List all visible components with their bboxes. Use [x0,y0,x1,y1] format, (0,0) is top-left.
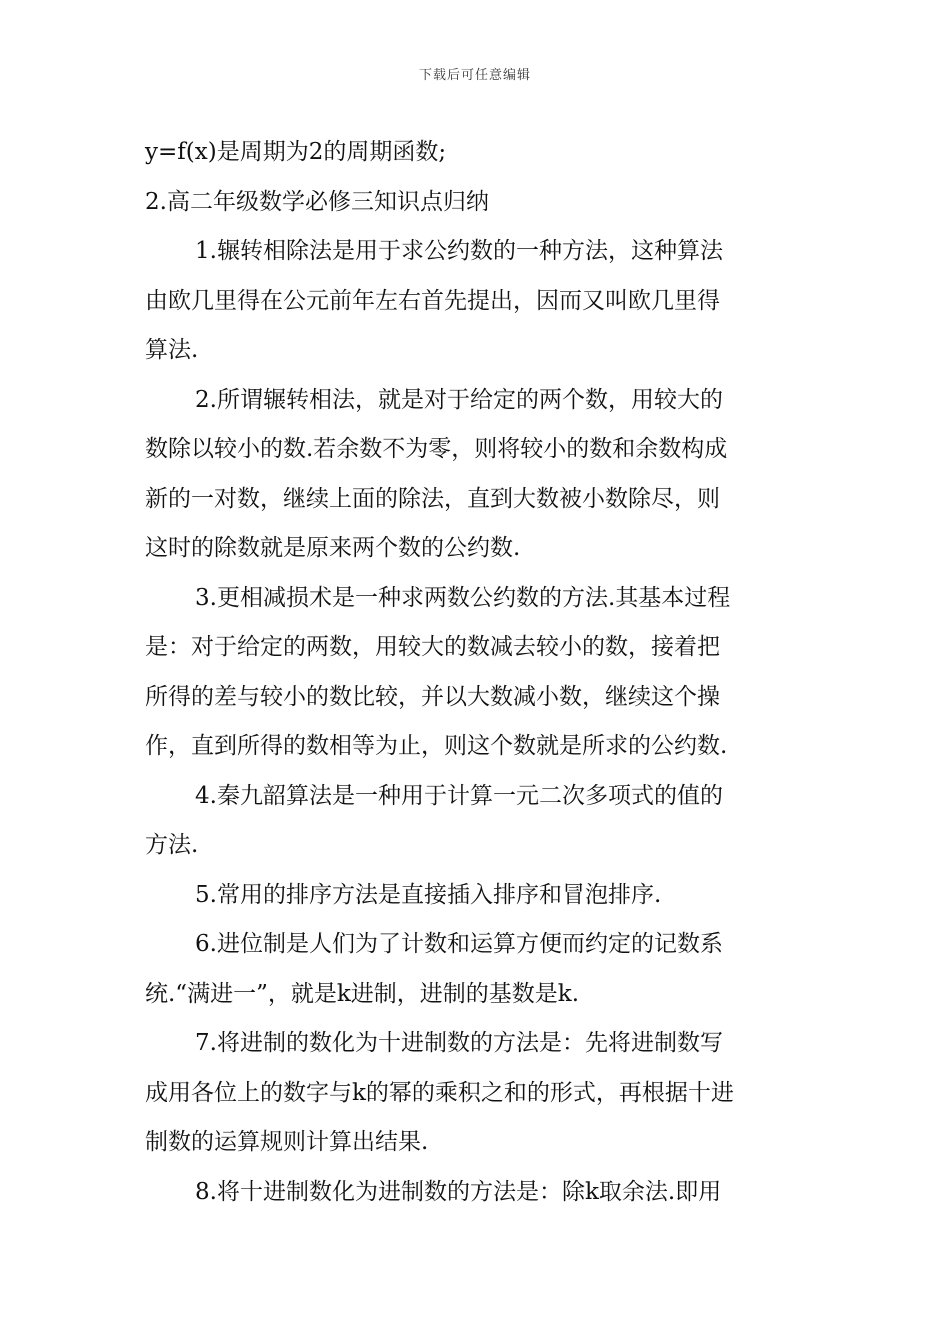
text-line: 数除以较小的数.若余数不为零，则将较小的数和余数构成 [145,436,728,462]
text-line: 1.辗转相除法是用于求公约数的一种方法，这种算法 [195,238,723,264]
text-line: 成用各位上的数字与k的幂的乘积之和的形式，再根据十进 [145,1079,734,1106]
text-line: 所得的差与较小的数比较，并以大数减小数，继续这个操 [145,683,720,710]
text-line: 由欧几里得在公元前年左右首先提出，因而又叫欧几里得 [145,287,720,314]
text-line: 方法. [145,832,199,858]
text-line: 统.“满进一”，就是k进制，进制的基数是k. [145,980,580,1007]
text-line: 算法. [145,337,199,363]
text-line: 新的一对数，继续上面的除法，直到大数被小数除尽，则 [145,485,720,512]
text-line: y=f(x)是周期为2的周期函数; [145,139,447,165]
text-line: 8.将十进制数化为进制数的方法是：除k取余法.即用 [195,1178,722,1205]
text-line: 作，直到所得的数相等为止，则这个数就是所求的公约数. [145,733,728,759]
document-body [145,128,810,1217]
text-line: 是：对于给定的两数，用较大的数减去较小的数，接着把 [145,634,720,660]
text-line: 3.更相减损术是一种求两数公约数的方法.其基本过程 [195,584,731,611]
text-line: 制数的运算规则计算出结果. [145,1129,429,1155]
text-line: 4.秦九韶算法是一种用于计算一元二次多项式的值的 [195,782,723,809]
page-header: 下载后可任意编辑 [418,68,531,83]
text-line: 6.进位制是人们为了计数和运算方便而约定的记数系 [195,931,723,957]
text-line: 这时的除数就是原来两个数的公约数. [145,535,521,561]
section-heading: 2.高二年级数学必修三知识点归纳 [145,188,489,215]
text-line: 5.常用的排序方法是直接插入排序和冒泡排序. [195,881,662,908]
text-line: 7.将进制的数化为十进制数的方法是：先将进制数写 [195,1030,723,1056]
text-line: 2.所谓辗转相法，就是对于给定的两个数，用较大的 [195,386,723,413]
